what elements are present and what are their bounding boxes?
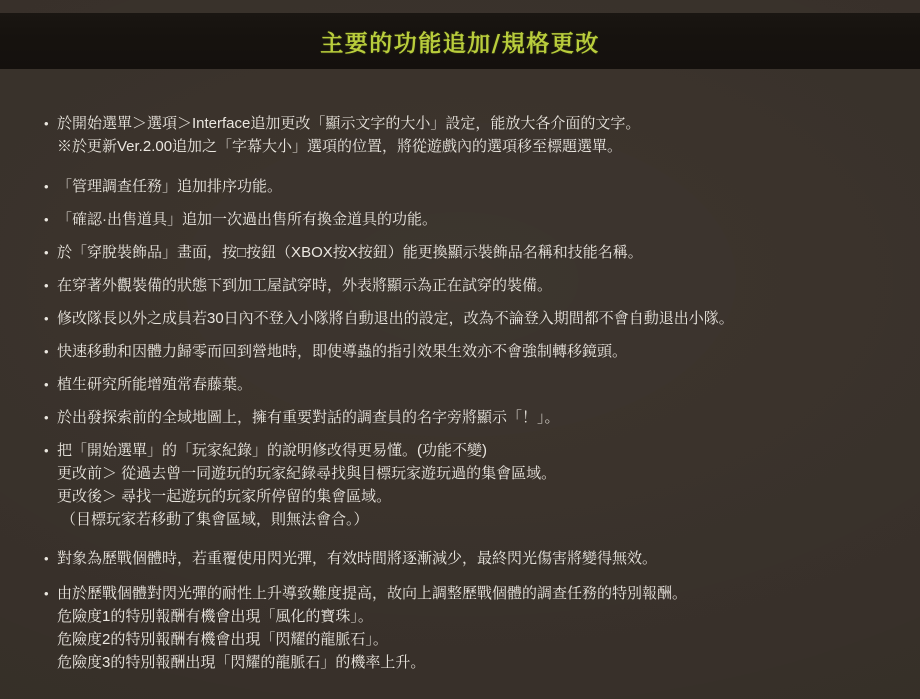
patch-note-text: 修改隊長以外之成員若30日內不登入小隊將自動退出的設定，改為不論登入期間都不會自動退出小隊。	[57, 310, 734, 327]
patch-note-line	[44, 373, 900, 396]
patch-note-subline: 更改前＞ 從過去曾一同遊玩的玩家紀錄尋找與目標玩家遊玩過的集會區域。	[57, 465, 557, 482]
patch-note-text: 於「穿脫裝飾品」畫面，按□按鈕（XBOX按X按鈕）能更換顯示裝飾品名稱和技能名稱。	[57, 244, 643, 261]
patch-note-line	[44, 208, 900, 231]
bullet-icon: •	[44, 311, 49, 326]
patch-note-text: 「管理調查任務」追加排序功能。	[57, 178, 283, 195]
bullet-icon: •	[44, 212, 49, 227]
patch-note-item	[44, 241, 900, 264]
patch-note-line	[44, 406, 900, 429]
patch-note-item	[44, 208, 900, 231]
bullet-icon: •	[44, 278, 49, 293]
patch-note-item	[44, 307, 900, 330]
patch-note-line	[44, 274, 900, 297]
patch-note-line	[44, 439, 900, 462]
patch-notes-screen	[0, 13, 920, 699]
patch-note-text: 由於歷戰個體對閃光彈的耐性上升導致難度提高，故向上調整歷戰個體的調查任務的特別報酬。	[57, 585, 688, 602]
patch-note-subline: 危險度1的特別報酬有機會出現「風化的寶珠」。	[57, 608, 373, 625]
patch-note-text: 於開始選單＞選項＞Interface追加更改「顯示文字的大小」設定，能放大各介面的文字。	[57, 115, 641, 132]
page-title: 主要的功能追加/規格更改	[320, 29, 600, 57]
patch-note-line	[44, 112, 900, 135]
patch-note-text: 在穿著外觀裝備的狀態下到加工屋試穿時，外表將顯示為正在試穿的裝備。	[57, 277, 553, 294]
bullet-icon: •	[44, 116, 49, 131]
bullet-icon: •	[44, 377, 49, 392]
patch-note-subline: 更改後＞ 尋找一起遊玩的玩家所停留的集會區域。	[57, 488, 392, 505]
patch-note-item	[44, 340, 900, 363]
patch-note-item	[44, 439, 900, 531]
patch-note-item	[44, 406, 900, 429]
patch-note-text: 於出發探索前的全域地圖上，擁有重要對話的調查員的名字旁將顯示「！」。	[57, 409, 560, 426]
patch-note-text: 「確認·出售道具」追加一次過出售所有換金道具的功能。	[57, 211, 437, 228]
bullet-icon: •	[44, 245, 49, 260]
patch-note-text: 把「開始選單」的「玩家紀錄」的說明修改得更易懂。(功能不變)	[57, 442, 487, 459]
bullet-icon: •	[44, 344, 49, 359]
patch-note-item	[44, 582, 900, 674]
patch-note-item	[44, 274, 900, 297]
patch-note-subline: 危險度2的特別報酬有機會出現「閃耀的龍脈石」。	[57, 631, 388, 648]
patch-note-subline: （目標玩家若移動了集會區域，則無法會合。）	[61, 511, 369, 528]
patch-note-line	[44, 547, 900, 570]
bullet-icon: •	[44, 551, 49, 566]
patch-note-text: 對象為歷戰個體時，若重覆使用閃光彈，有效時間將逐漸減少，最終閃光傷害將變得無效。	[57, 550, 658, 567]
bullet-icon: •	[44, 586, 49, 601]
patch-note-subline: ※於更新Ver.2.00追加之「字幕大小」選項的位置，將從遊戲內的選項移至標題選單。	[57, 138, 623, 155]
patch-note-text: 快速移動和因體力歸零而回到營地時，即使導蟲的指引效果生效亦不會強制轉移鏡頭。	[57, 343, 628, 360]
bullet-icon: •	[44, 179, 49, 194]
patch-note-line	[44, 175, 900, 198]
section-header-banner	[0, 13, 920, 69]
patch-note-item	[44, 547, 900, 570]
patch-note-text: 植生研究所能增殖常春藤葉。	[57, 376, 253, 393]
patch-note-line	[44, 340, 900, 363]
patch-note-subline: 危險度3的特別報酬出現「閃耀的龍脈石」的機率上升。	[57, 654, 426, 671]
patch-note-line	[44, 241, 900, 264]
bullet-icon: •	[44, 410, 49, 425]
patch-note-item	[44, 175, 900, 198]
patch-note-line	[44, 307, 900, 330]
patch-notes-list	[0, 69, 920, 674]
patch-note-line	[44, 582, 900, 605]
patch-note-item	[44, 112, 900, 158]
patch-note-item	[44, 373, 900, 396]
bullet-icon: •	[44, 443, 49, 458]
